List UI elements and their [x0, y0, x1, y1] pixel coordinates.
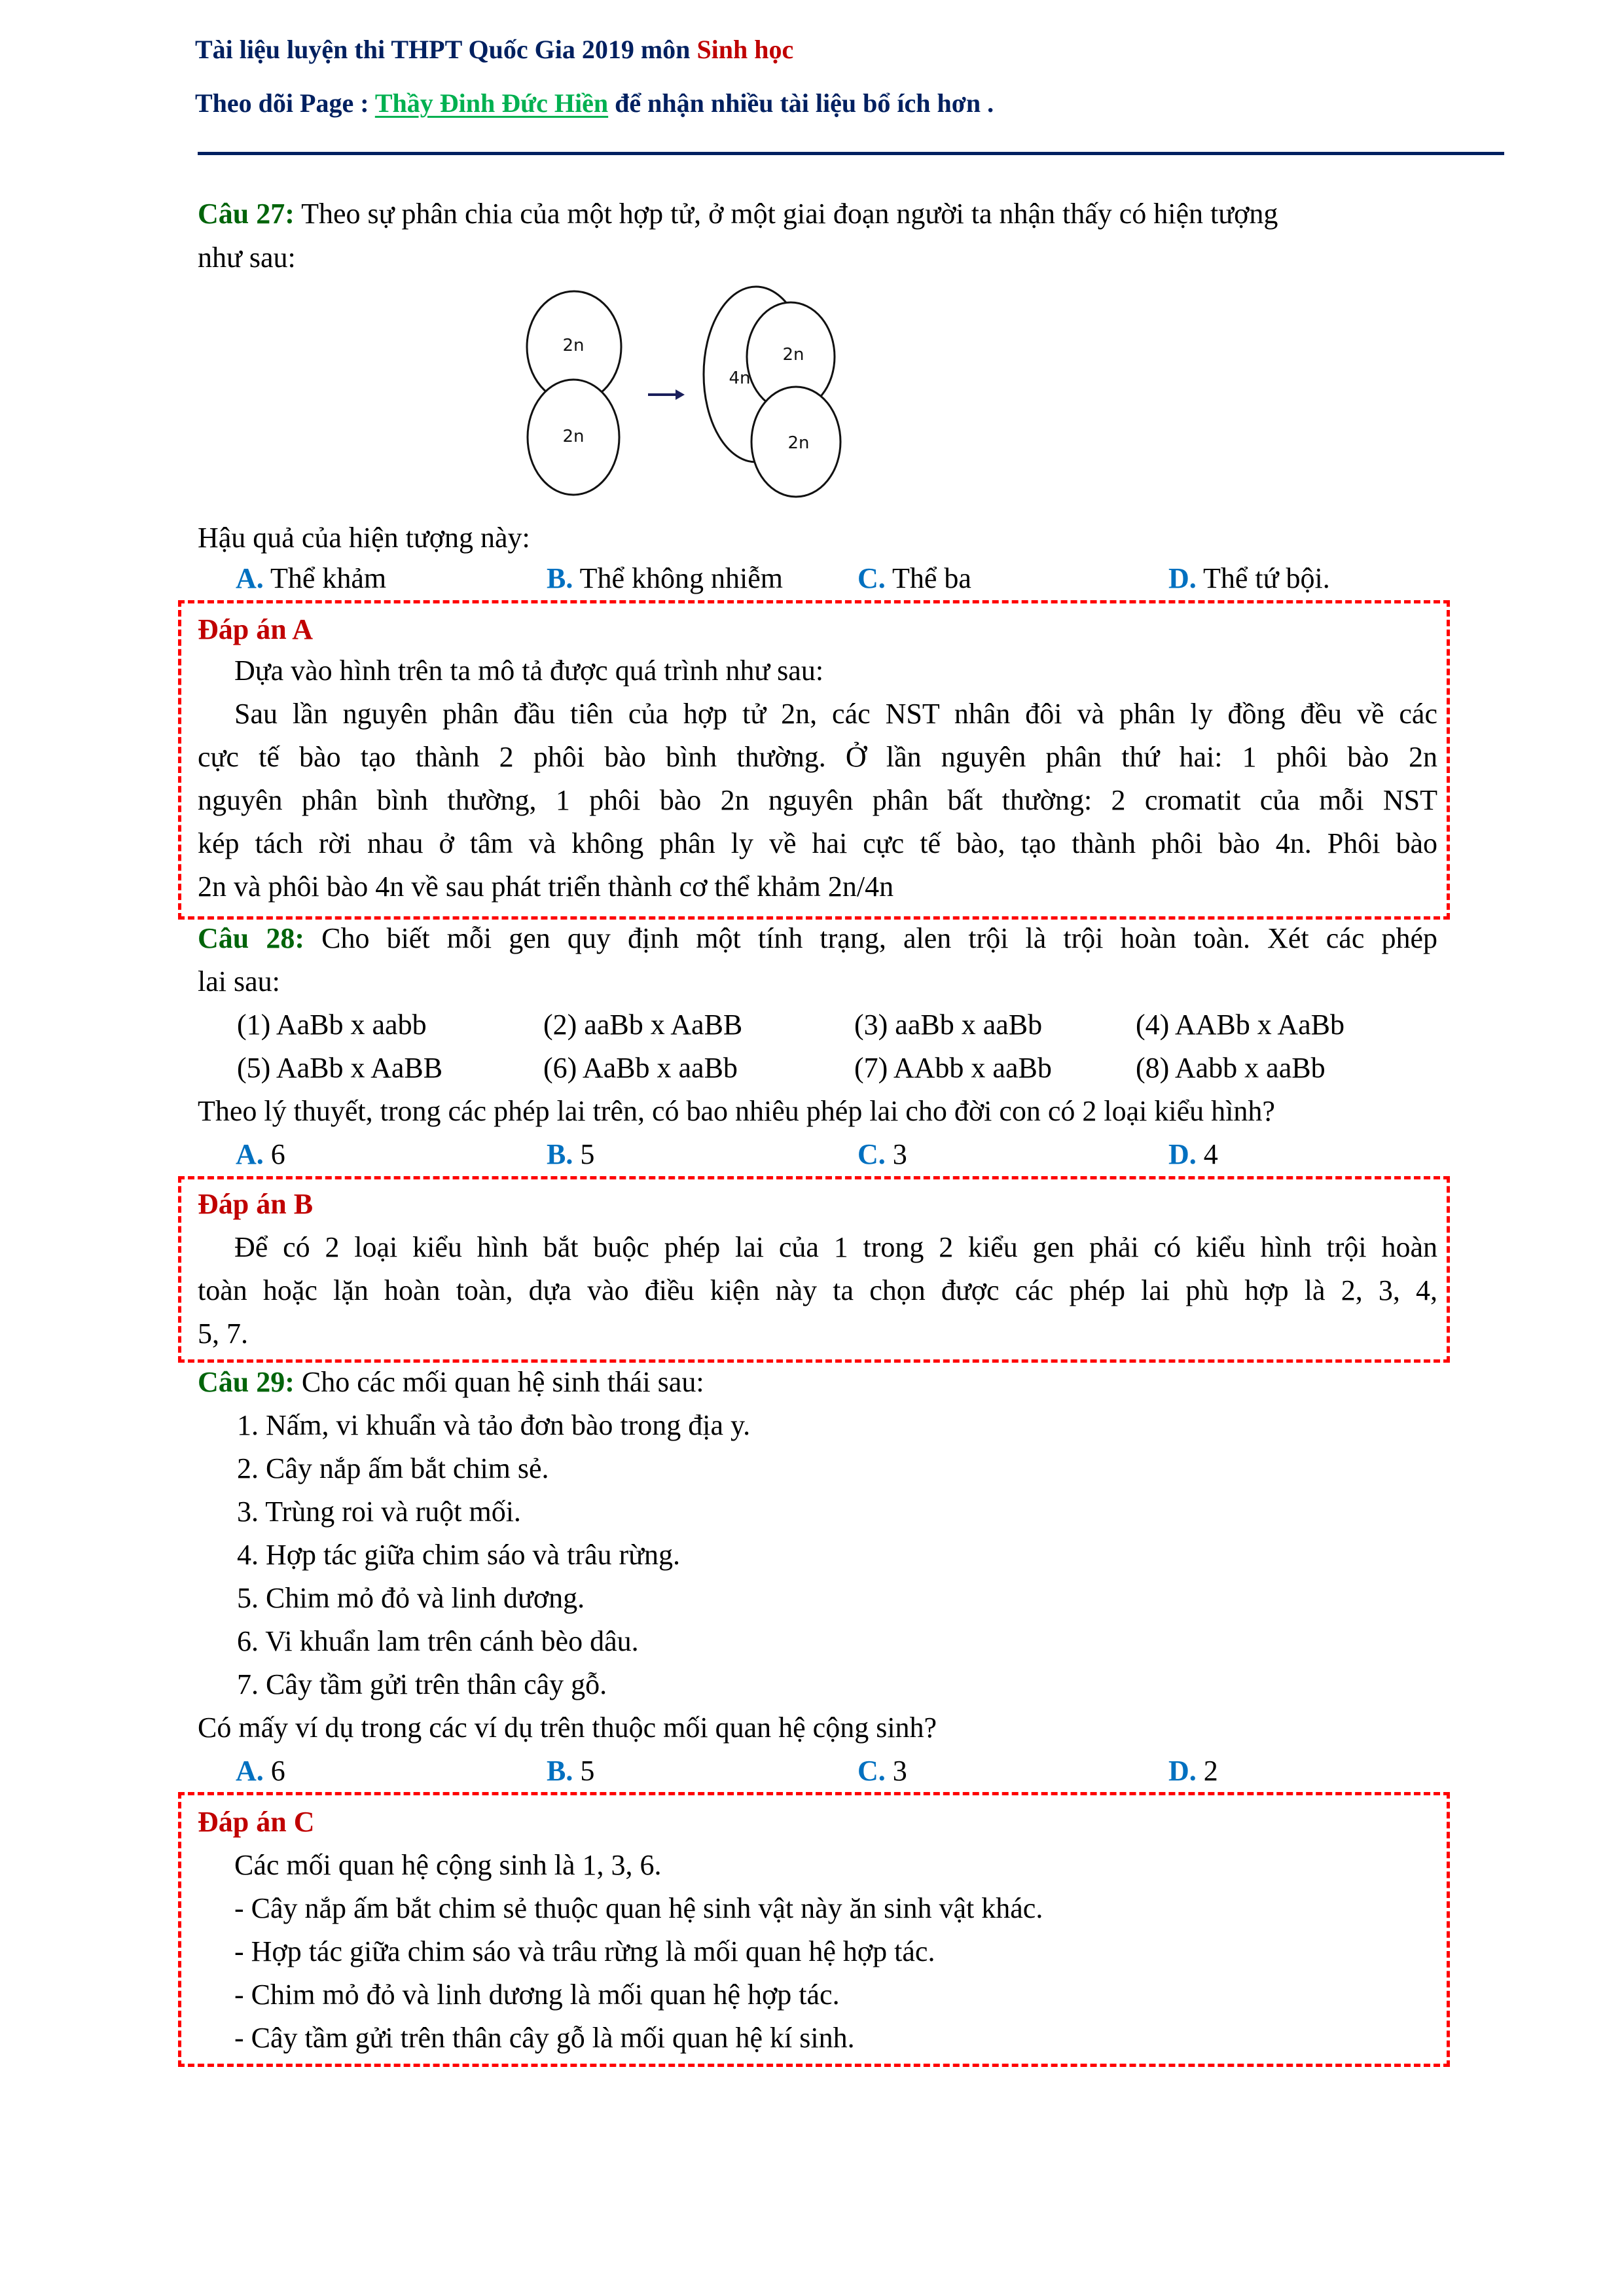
q28-answer-line: toàn hoặc lặn hoàn toàn, dựa vào điều kiện này ta chọn được các phép lai phù hợp là 2, 3, 4, — [198, 1274, 1437, 1306]
q28-option-d[interactable]: D. 4 — [1168, 1138, 1218, 1170]
q28-stem-line2: lai sau: — [198, 965, 280, 997]
q27-answer-line: nguyên phân bình thường, 1 phôi bào 2n nguyên phân bất thường: 2 cromatit của mỗi NST — [198, 784, 1437, 816]
q29-label: Câu 29: — [198, 1366, 295, 1398]
q28-stem-line1 — [198, 924, 1437, 953]
q28-answer-line: Để có 2 loại kiểu hình bắt buộc phép lai của 1 trong 2 kiểu gen phải có kiểu hình trội hoàn — [234, 1231, 1437, 1263]
q29-item-4: 4. Hợp tác giữa chim sáo và trâu rừng. — [237, 1539, 680, 1571]
q28-label: Câu 28: — [198, 922, 305, 954]
follow-prefix: Theo dõi Page : — [195, 88, 375, 118]
q29-stem-line1 — [198, 1368, 704, 1397]
q27-prompt: Hậu quả của hiện tượng này: — [198, 522, 530, 554]
q29-option-c[interactable]: C. 3 — [857, 1755, 907, 1787]
q29-option-b[interactable]: B. 5 — [547, 1755, 595, 1787]
q28-option-c[interactable]: C. 3 — [857, 1138, 907, 1170]
q28-cross-7: (7) AAbb x aaBb — [854, 1052, 1052, 1084]
q27-label: Câu 27: — [198, 198, 295, 230]
label-2n-c: 2n — [782, 345, 804, 365]
q29-item-2: 2. Cây nắp ấm bắt chim sẻ. — [237, 1452, 549, 1484]
header-divider — [198, 152, 1504, 155]
q28-cross-2: (2) aaBb x AaBB — [543, 1009, 743, 1041]
label-2n-b: 2n — [562, 427, 585, 446]
q29-answer-line: - Chim mỏ đỏ và linh dương là mối quan hệ hợp tác. — [234, 1979, 840, 2011]
label-2n-a: 2n — [562, 336, 585, 355]
q29-prompt: Có mấy ví dụ trong các ví dụ trên thuộc mối quan hệ cộng sinh? — [198, 1712, 937, 1744]
q29-answer-line: - Hợp tác giữa chim sáo và trâu rừng là mối quan hệ hợp tác. — [234, 1935, 935, 1967]
q27-answer-title: Đáp án A — [198, 613, 314, 645]
label-2n-d: 2n — [787, 433, 810, 453]
q28-option-b[interactable]: B. 5 — [547, 1138, 595, 1170]
q28-text: Cho biết mỗi gen quy định một tính trạng, alen trội là trội hoàn toàn. Xét các phép — [304, 922, 1437, 954]
q28-answer-title: Đáp án B — [198, 1188, 314, 1220]
q27-option-c[interactable]: C. Thể ba — [857, 562, 971, 594]
q29-item-5: 5. Chim mỏ đỏ và linh dương. — [237, 1582, 585, 1614]
label-4n: 4n — [729, 368, 751, 388]
q27-text: Theo sự phân chia của một hợp tử, ở một giai đoạn người ta nhận thấy có hiện tượng — [294, 198, 1278, 230]
q29-answer-title: Đáp án C — [198, 1806, 315, 1838]
q29-text: Cho các mối quan hệ sinh thái sau: — [294, 1366, 704, 1398]
q27-option-a[interactable]: A. Thể khảm — [236, 562, 387, 594]
q27-answer-line: cực tế bào tạo thành 2 phôi bào bình thường. Ở lần nguyên phân thứ hai: 1 phôi bào 2n — [198, 741, 1437, 773]
q29-item-1: 1. Nấm, vi khuẩn và tảo đơn bào trong địa y. — [237, 1409, 751, 1441]
q28-cross-5: (5) AaBb x AaBB — [237, 1052, 443, 1084]
q28-cross-3: (3) aaBb x aaBb — [854, 1009, 1043, 1041]
q28-option-a[interactable]: A. 6 — [236, 1138, 285, 1170]
q29-answer-line: - Cây tầm gửi trên thân cây gỗ là mối quan hệ kí sinh. — [234, 2022, 855, 2054]
q28-cross-8: (8) Aabb x aaBb — [1136, 1052, 1326, 1084]
page-link[interactable]: Thầy Đinh Đức Hiền — [374, 88, 609, 118]
q29-option-d[interactable]: D. 2 — [1168, 1755, 1218, 1787]
follow-suffix: để nhận nhiều tài liệu bổ ích hơn . — [608, 88, 994, 118]
q27-stem-line2: như sau: — [198, 242, 296, 274]
q29-answer-line: - Cây nắp ấm bắt chim sẻ thuộc quan hệ sinh vật này ăn sinh vật khác. — [234, 1892, 1043, 1924]
q27-answer-line: Dựa vào hình trên ta mô tả được quá trình như sau: — [234, 655, 824, 687]
q27-answer-line: Sau lần nguyên phân đầu tiên của hợp tử 2n, các NST nhân đôi và phân ly đồng đều về các — [234, 698, 1437, 730]
q28-cross-1: (1) AaBb x aabb — [237, 1009, 427, 1041]
header-subject: Sinh học — [696, 35, 794, 64]
q29-option-a[interactable]: A. 6 — [236, 1755, 285, 1787]
q27-answer-line: kép tách rời nhau ở tâm và không phân ly về hai cực tế bào, tạo thành phôi bào 4n. Phôi bào — [198, 827, 1437, 859]
q28-prompt: Theo lý thuyết, trong các phép lai trên, có bao nhiêu phép lai cho đời con có 2 loại kiểu hình? — [198, 1095, 1275, 1127]
q29-item-7: 7. Cây tầm gửi trên thân cây gỗ. — [237, 1668, 607, 1700]
q27-cell-division-figure — [524, 275, 1139, 524]
q28-cross-6: (6) AaBb x aaBb — [543, 1052, 738, 1084]
q27-option-b[interactable]: B. Thể không nhiễm — [547, 562, 783, 594]
q28-cross-4: (4) AABb x AaBb — [1136, 1009, 1344, 1041]
q29-answer-line: Các mối quan hệ cộng sinh là 1, 3, 6. — [234, 1849, 662, 1881]
header-follow-line — [195, 88, 994, 118]
q28-answer-line: 5, 7. — [198, 1318, 248, 1350]
q27-answer-line: 2n và phôi bào 4n về sau phát triển thành cơ thể khảm 2n/4n — [198, 870, 894, 903]
q27-stem-line1 — [198, 200, 1278, 228]
q27-option-d[interactable]: D. Thể tứ bội. — [1168, 562, 1330, 594]
q29-item-6: 6. Vi khuẩn lam trên cánh bèo dâu. — [237, 1625, 639, 1657]
cell-division-diagram — [524, 275, 1139, 524]
right-arrow-icon — [648, 389, 685, 400]
q28-answer-box — [178, 1176, 1450, 1363]
q29-item-3: 3. Trùng roi và ruột mối. — [237, 1496, 521, 1528]
header-title — [195, 34, 793, 65]
header-title-prefix: Tài liệu luyện thi THPT Quốc Gia 2019 môn — [195, 35, 697, 64]
